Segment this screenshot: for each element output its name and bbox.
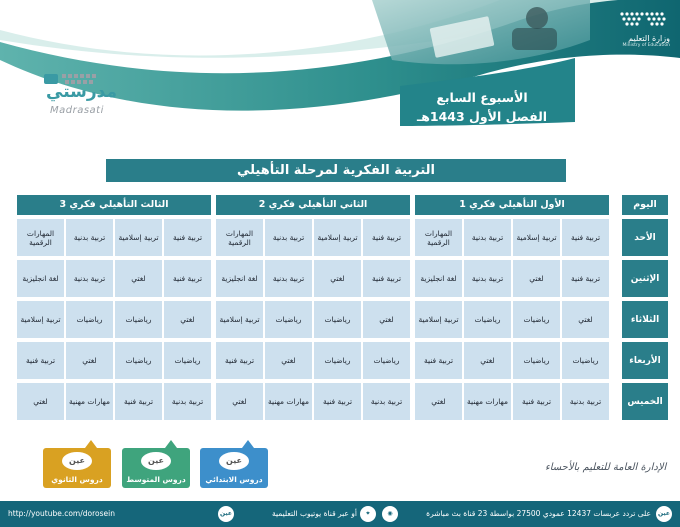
ein-logo-icon: عين [656,506,672,522]
ministry-name-ar: وزارة التعليم [628,34,670,43]
footer [0,501,680,527]
schedule-cell: تربية فنية [415,342,462,379]
schedule-table [12,195,668,423]
schedule-cell: تربية فنية [314,383,361,420]
ein-logo-icon: عين [62,452,92,470]
schedule-cell: تربية إسلامية [513,219,560,256]
intermediate-lessons-label: دروس المتوسط [126,475,186,484]
schedule-cell: تربية بدنية [363,383,410,420]
day-cell-wednesday: الأربعاء [622,342,668,379]
schedule-cell: المهارات الرقمية [17,219,64,256]
schedule-cell: تربية بدنية [562,383,609,420]
schedule-cell: تربية بدنية [464,260,511,297]
ein-logo-icon: عين [218,506,234,522]
schedule-cell: رياضيات [164,342,211,379]
schedule-cell: رياضيات [314,301,361,338]
schedule-cell: تربية إسلامية [415,301,462,338]
schedule-cell: لغة انجليزية [17,260,64,297]
primary-tab-marker [242,440,254,448]
day-cell-monday: الإثنين [622,260,668,297]
secondary-lessons-label: دروس الثانوي [51,475,103,484]
schedule-cell: لغتي [513,260,560,297]
schedule-cell: رياضيات [464,301,511,338]
brand-name-en: Madrasati [50,105,104,116]
week-term-title [407,88,557,126]
day-cell-tuesday: الثلاثاء [622,301,668,338]
week-label: الأسبوع السابع [436,90,528,105]
schedule-cell: لغة انجليزية [415,260,462,297]
schedule-cell: تربية بدنية [66,219,113,256]
schedule-cell: لغة انجليزية [216,260,263,297]
madrasati-logo [40,72,120,122]
group-header: الثالث التأهيلي فكري 3 [17,195,211,215]
directorate-calligraphy: الإدارة العامة للتعليم بالأحساء [545,462,667,473]
schedule-cell: تربية بدنية [464,219,511,256]
schedule-cell: تربية بدنية [164,383,211,420]
secondary-tab-marker [85,440,97,448]
schedule-cell: تربية إسلامية [216,301,263,338]
schedule-cell: تربية بدنية [265,219,312,256]
intermediate-tab-marker [165,440,177,448]
secondary-lessons-button[interactable] [43,448,111,488]
schedule-cell: تربية فنية [513,383,560,420]
schedule-cell: رياضيات [66,301,113,338]
schedule-cell: المهارات الرقمية [216,219,263,256]
page-title: التربية الفكرية لمرحلة التأهيلي [106,159,566,182]
intermediate-lessons-button[interactable] [122,448,190,488]
schedule-cell: تربية فنية [562,219,609,256]
schedule-cell: رياضيات [513,301,560,338]
schedule-cell: مهارات مهنية [265,383,312,420]
schedule-cell: رياضيات [265,301,312,338]
group-2 [216,195,410,423]
ein-logo-icon: عين [219,452,249,470]
schedule-cell: تربية بدنية [265,260,312,297]
schedule-cell: رياضيات [562,342,609,379]
schedule-cell: تربية فنية [562,260,609,297]
schedule-cell: تربية فنية [115,383,162,420]
day-column-header: اليوم [622,195,668,215]
schedule-cell: تربية بدنية [66,260,113,297]
group-header: الثاني التأهيلي فكري 2 [216,195,410,215]
schedule-cell: رياضيات [363,342,410,379]
group-header: الأول التأهيلي فكري 1 [415,195,609,215]
day-cell-sunday: الأحد [622,219,668,256]
schedule-cell: تربية إسلامية [115,219,162,256]
schedule-cell: لغتي [115,260,162,297]
brand-name-ar: مدرستي [46,82,117,102]
schedule-cell: تربية فنية [164,219,211,256]
satellite-dish-icon: ◉ [382,506,398,522]
ministry-name-en: Ministry of Education [622,43,670,48]
footer-youtube-link[interactable]: http://youtube.com/dorosein [8,509,115,518]
primary-lessons-button[interactable] [200,448,268,488]
schedule-cell: لغتي [265,342,312,379]
schedule-cell: المهارات الرقمية [415,219,462,256]
header-photo [372,0,590,70]
footer-tv-channel: على تردد عربسات 12437 عمودي 27500 بواسطة 23 قناة بث مباشرة [426,509,651,518]
schedule-cell: لغتي [66,342,113,379]
primary-lessons-label: دروس الابتدائي [205,475,263,484]
schedule-cell: لغتي [17,383,64,420]
schedule-cell: لغتي [562,301,609,338]
schedule-cell: تربية فنية [363,260,410,297]
schedule-cell: لغتي [464,342,511,379]
schedule-cell: لغتي [216,383,263,420]
schedule-cell: تربية إسلامية [314,219,361,256]
schedule-cell: لغتي [314,260,361,297]
schedule-cell: تربية فنية [17,342,64,379]
antenna-icon: ⌖ [360,506,376,522]
schedule-cell: رياضيات [513,342,560,379]
schedule-cell: تربية فنية [363,219,410,256]
schedule-cell: مهارات مهنية [464,383,511,420]
schedule-cell: رياضيات [115,301,162,338]
schedule-cell: لغتي [415,383,462,420]
day-cell-thursday: الخميس [622,383,668,420]
group-3 [17,195,211,423]
group-1 [415,195,609,423]
schedule-cell: لغتي [363,301,410,338]
ein-logo-icon: عين [141,452,171,470]
ministry-emblem-icon [618,10,670,28]
schedule-cell: مهارات مهنية [66,383,113,420]
term-label: الفصل الأول 1443هـ [416,109,548,124]
schedule-cell: رياضيات [115,342,162,379]
schedule-cell: رياضيات [314,342,361,379]
ministry-logo [608,10,670,48]
schedule-cell: تربية فنية [164,260,211,297]
footer-youtube-text: أو عبر قناة يوتيوب التعليمية [271,509,357,518]
schedule-cell: لغتي [164,301,211,338]
schedule-cell: تربية إسلامية [17,301,64,338]
header [0,0,680,143]
schedule-cell: تربية فنية [216,342,263,379]
